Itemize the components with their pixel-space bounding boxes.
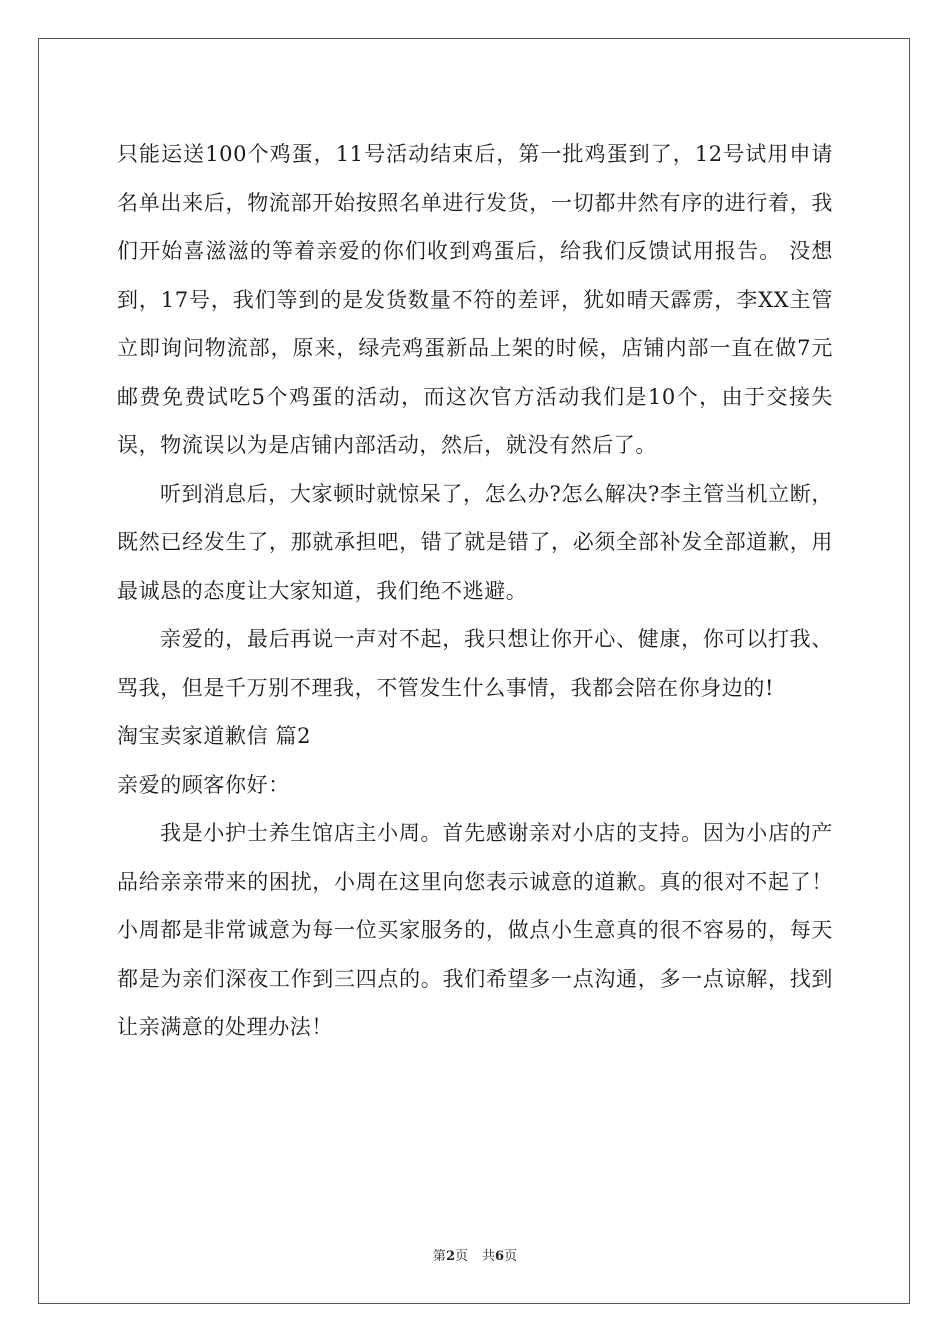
footer-prefix: 第 [432, 1249, 446, 1264]
paragraph-apology-closing: 亲爱的，最后再说一声对不起，我只想让你开心、健康，你可以打我、骂我，但是千万别不理我，不管发生什么事情，我都会陪在你身边的! [117, 627, 833, 700]
paragraph-letter-body: 我是小护士养生馆店主小周。首先感谢亲对小店的支持。因为小店的产品给亲亲带来的困扰，小周在这里向您表示诚意的道歉。真的很对不起了！小周都是非常诚意为每一位买家服务的，做点小生意真的很不容易的，每天都是为亲们深夜工作到三四点的。我们希望多一点沟通，多一点谅解，找到让亲满意的处理办法！ [117, 821, 833, 1039]
section-title: 淘宝卖家道歉信 篇2 [117, 724, 312, 748]
footer-total-pages: 6 [495, 1249, 505, 1264]
footer-total-suffix: 页 [504, 1249, 518, 1264]
paragraph-continuation: 只能运送100个鸡蛋，11号活动结束后，第一批鸡蛋到了，12号试用申请名单出来后，物流部开始按照名单进行发货，一切都井然有序的进行着，我们开始喜滋滋的等着亲爱的你们收到鸡蛋后，给我们反馈试用报告。 没想到，17号，我们等到的是发货数量不符的差评，犹如晴天霹雳，李XX主管立即询问物流部，原来，绿壳鸡蛋新品上架的时候，店铺内部一直在做7元邮费免费试吃5个鸡蛋的活动，而这次官方活动我们是10个，由于交接失误，物流误以为是店铺内部活动，然后，就没有然后了。 [117, 142, 833, 457]
footer-current-page: 2 [445, 1249, 455, 1264]
footer-page-suffix: 页 [454, 1249, 468, 1264]
page-footer [0, 1245, 950, 1264]
greeting: 亲爱的顾客你好： [117, 772, 290, 797]
footer-total-prefix: 共 [482, 1249, 496, 1264]
paragraph-reaction: 听到消息后，大家顿时就惊呆了，怎么办?怎么解决?李主管当机立断，既然已经发生了，那就承担吧，错了就是错了，必须全部补发全部道歉，用最诚恳的态度让大家知道，我们绝不逃避。 [117, 481, 833, 603]
document-body [117, 130, 833, 1052]
